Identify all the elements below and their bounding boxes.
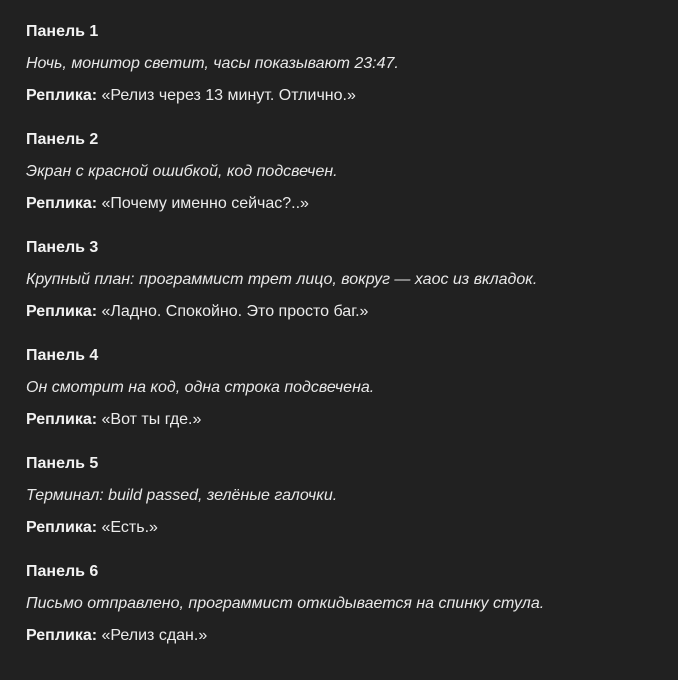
panel-description: Он смотрит на код, одна строка подсвечена.: [26, 379, 375, 396]
panel-title: Панель 4: [26, 347, 99, 364]
panel-description: Крупный план: программист трет лицо, вокруг — хаос из вкладок.: [26, 271, 538, 288]
panel-dialogue: [26, 624, 678, 648]
dialogue-text: «Вот ты где.»: [101, 411, 202, 428]
dialogue-label: Реплика:: [26, 303, 98, 320]
panel-title: Панель 1: [26, 23, 99, 40]
panel-6: [26, 560, 678, 648]
panel-title: Панель 6: [26, 563, 99, 580]
dialogue-label: Реплика:: [26, 87, 98, 104]
panel-title: Панель 5: [26, 455, 99, 472]
dialogue-text: «Релиз сдан.»: [101, 627, 208, 644]
panel-dialogue: [26, 408, 678, 432]
panel-5: [26, 452, 678, 540]
panel-1: [26, 20, 678, 108]
panel-3: [26, 236, 678, 324]
panel-title: Панель 3: [26, 239, 99, 256]
dialogue-label: Реплика:: [26, 195, 98, 212]
dialogue-label: Реплика:: [26, 627, 98, 644]
dialogue-text: «Ладно. Спокойно. Это просто баг.»: [101, 303, 369, 320]
panel-dialogue: [26, 84, 678, 108]
dialogue-text: «Почему именно сейчас?..»: [101, 195, 309, 212]
panel-description: Экран с красной ошибкой, код подсвечен.: [26, 163, 338, 180]
panel-dialogue: [26, 192, 678, 216]
dialogue-text: «Релиз через 13 минут. Отлично.»: [101, 87, 356, 104]
dialogue-label: Реплика:: [26, 411, 98, 428]
panel-description: Терминал: build passed, зелёные галочки.: [26, 487, 338, 504]
panel-dialogue: [26, 300, 678, 324]
panel-title: Панель 2: [26, 131, 99, 148]
panel-2: [26, 128, 678, 216]
panel-description: Ночь, монитор светит, часы показывают 23:47.: [26, 55, 399, 72]
dialogue-text: «Есть.»: [101, 519, 158, 536]
panel-dialogue: [26, 516, 678, 540]
dialogue-label: Реплика:: [26, 519, 98, 536]
panel-4: [26, 344, 678, 432]
panel-description: Письмо отправлено, программист откидывается на спинку стула.: [26, 595, 545, 612]
